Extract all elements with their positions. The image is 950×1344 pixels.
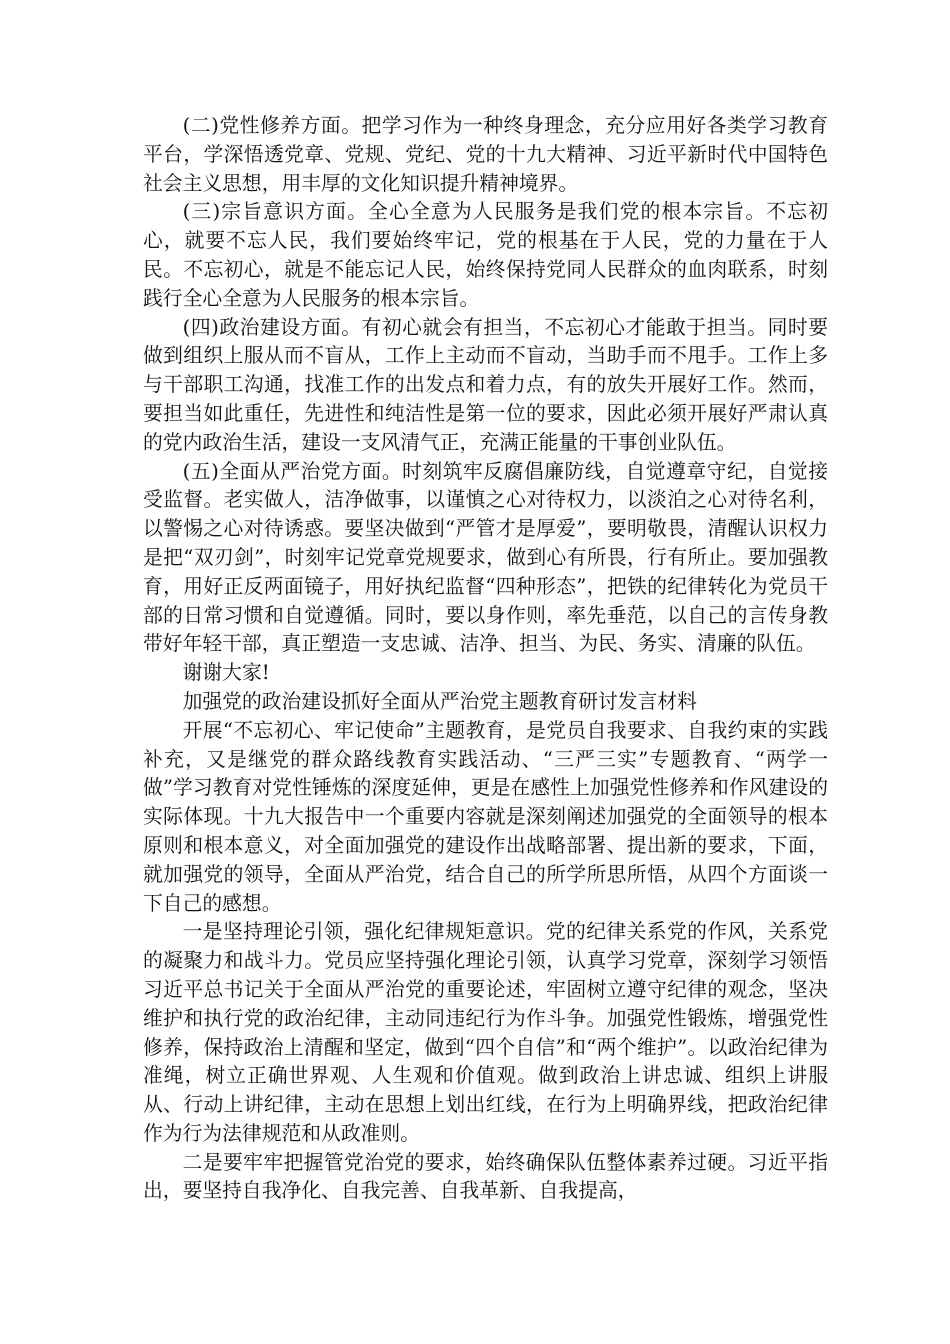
document-title: 加强党的政治建设抓好全面从严治党主题教育研讨发言材料 [182,689,697,713]
document-body [143,112,828,1206]
paragraph-intro: 开展“不忘初心、牢记使命”主题教育，是党员自我要求、自我约束的实践补充，又是继党的群众路线教育实践活动、“三严三实”专题教育、“两学一做”学习教育对党性锤炼的深度延伸，更是在感性上加强党性修养和作风建设的实际体现。十九大报告中一个重要内容就是深刻阐述加强党的全面领导的根本原则和根本意义，对全面加强党的建设作出战略部署、提出新的要求，下面，就加强党的领导，全面从严治党，结合自己的所学所思所悟，从四个方面谈一下自己的感想。 [143,718,828,915]
paragraph-thanks: 谢谢大家! [182,661,270,685]
paragraph-point-two: 二是要牢牢把握管党治党的要求，始终确保队伍整体素养过硬。习近平指出，要坚持自我净化、自我完善、自我革新、自我提高， [143,1150,828,1203]
paragraph-purpose-awareness: (三)宗旨意识方面。全心全意为人民服务是我们党的根本宗旨。不忘初心，就要不忘人民，我们要始终牢记，党的根基在于人民，党的力量在于人民。不忘初心，就是不能忘记人民，始终保持党同人民群众的血肉联系，时刻践行全心全意为人民服务的根本宗旨。 [143,200,828,310]
paragraph-strict-governance: (五)全面从严治党方面。时刻筑牢反腐倡廉防线，自觉遵章守纪，自觉接受监督。老实做人，洁净做事，以谨慎之心对待权力，以淡泊之心对待名利，以警惕之心对待诱惑。要坚决做到“严管才是厚爱”，要明敬畏，清醒认识权力是把“双刃剑”，时刻牢记党章党规要求，做到心有所畏，行有所止。要加强教育，用好正反两面镜子，用好执纪监督“四种形态”，把铁的纪律转化为党员干部的日常习惯和自觉遵循。同时，要以身作则，率先垂范，以自己的言传身教带好年轻干部，真正塑造一支忠诚、洁净、担当、为民、务实、清廉的队伍。 [143,459,828,656]
paragraph-point-one: 一是坚持理论引领，强化纪律规矩意识。党的纪律关系党的作风，关系党的凝聚力和战斗力。党员应坚持强化理论引领，认真学习党章，深刻学习领悟习近平总书记关于全面从严治党的重要论述，牢固树立遵守纪律的观念，坚决维护和执行党的政治纪律，主动同违纪行为作斗争。加强党性锻炼，增强党性修养，保持政治上清醒和坚定，做到“四个自信”和“两个维护”。以政治纪律为准绳，树立正确世界观、人生观和价值观。做到政治上讲忠诚、组织上讲服从、行动上讲纪律，主动在思想上划出红线，在行为上明确界线，把政治纪律作为行为法律规范和从政准则。 [143,920,828,1145]
paragraph-political-building: (四)政治建设方面。有初心就会有担当，不忘初心才能敢于担当。同时要做到组织上服从而不盲从，工作上主动而不盲动，当助手而不甩手。工作上多与干部职工沟通，找准工作的出发点和着力点，有的放失开展好工作。然而，要担当如此重任，先进性和纯洁性是第一位的要求，因此必须开展好严肃认真的党内政治生活，建设一支风清气正，充满正能量的干事创业队伍。 [143,315,828,454]
paragraph-party-cultivation: (二)党性修养方面。把学习作为一种终身理念，充分应用好各类学习教育平台，学深悟透党章、党规、党纪、党的十九大精神、习近平新时代中国特色社会主义思想，用丰厚的文化知识提升精神境界。 [143,114,828,195]
